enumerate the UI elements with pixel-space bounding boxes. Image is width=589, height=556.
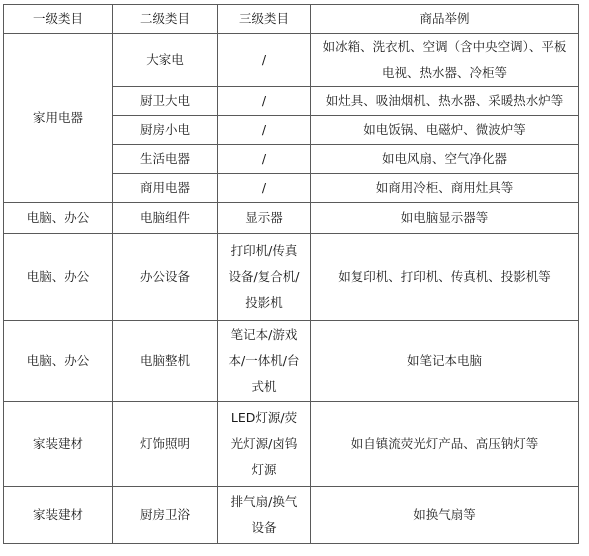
cell-examples: 如复印机、打印机、传真机、投影机等 <box>311 234 579 321</box>
cell-level1: 家用电器 <box>4 34 113 203</box>
cell-line: 笔记本/游戏 <box>230 327 298 342</box>
cell-examples: 如自镇流荧光灯产品、高压钠灯等 <box>311 402 579 487</box>
table-row <box>4 487 579 544</box>
cell-line: 光灯源/卤钨 <box>230 436 298 451</box>
cell-line: 打印机/传真 <box>230 243 298 258</box>
table-row <box>4 34 579 87</box>
category-table <box>3 4 579 544</box>
cell-level1: 家装建材 <box>4 487 113 544</box>
cell-level2: 办公设备 <box>113 234 218 321</box>
cell-level3: / <box>218 174 311 203</box>
cell-examples: 如笔记本电脑 <box>311 321 579 402</box>
cell-level2: 大家电 <box>113 34 218 87</box>
cell-line: 如冰箱、洗衣机、空调（含中央空调）、平板 <box>322 39 567 54</box>
cell-level1: 电脑、办公 <box>4 321 113 402</box>
cell-line: 设备 <box>251 520 277 535</box>
table-row <box>4 234 579 321</box>
cell-level3: / <box>218 116 311 145</box>
cell-level3: 显示器 <box>218 203 311 234</box>
cell-examples: 如电饭锅、电磁炉、微波炉等 <box>311 116 579 145</box>
table-row <box>4 321 579 402</box>
cell-line: 灯源 <box>251 462 277 477</box>
cell-level3 <box>218 402 311 487</box>
header-level1: 一级类目 <box>4 5 113 34</box>
cell-line: 排气扇/换气 <box>230 494 298 509</box>
table-row <box>4 402 579 487</box>
cell-examples <box>311 34 579 87</box>
cell-level3: / <box>218 87 311 116</box>
cell-examples: 如电风扇、空气净化器 <box>311 145 579 174</box>
cell-examples: 如换气扇等 <box>311 487 579 544</box>
cell-examples: 如商用冷柜、商用灶具等 <box>311 174 579 203</box>
cell-level1: 电脑、办公 <box>4 234 113 321</box>
cell-line: 设备/复合机/ <box>228 269 300 284</box>
cell-examples: 如电脑显示器等 <box>311 203 579 234</box>
cell-level2: 厨房卫浴 <box>113 487 218 544</box>
cell-level3: / <box>218 145 311 174</box>
cell-level3: / <box>218 34 311 87</box>
cell-line: 本/一体机/台 <box>228 353 300 368</box>
cell-examples: 如灶具、吸油烟机、热水器、采暖热水炉等 <box>311 87 579 116</box>
cell-line: LED灯源/荧 <box>230 410 298 425</box>
cell-level2: 电脑组件 <box>113 203 218 234</box>
cell-line: 电视、热水器、冷柜等 <box>381 65 507 80</box>
cell-line: 投影机 <box>245 295 283 310</box>
cell-level1: 家装建材 <box>4 402 113 487</box>
header-row <box>4 5 579 34</box>
table-row <box>4 203 579 234</box>
cell-level2: 商用电器 <box>113 174 218 203</box>
cell-level3 <box>218 234 311 321</box>
cell-line: 式机 <box>251 379 277 394</box>
header-examples: 商品举例 <box>311 5 579 34</box>
cell-level2: 灯饰照明 <box>113 402 218 487</box>
cell-level3 <box>218 321 311 402</box>
cell-level2: 厨卫大电 <box>113 87 218 116</box>
cell-level2: 电脑整机 <box>113 321 218 402</box>
cell-level3 <box>218 487 311 544</box>
cell-level2: 厨房小电 <box>113 116 218 145</box>
header-level3: 三级类目 <box>218 5 311 34</box>
cell-level2: 生活电器 <box>113 145 218 174</box>
header-level2: 二级类目 <box>113 5 218 34</box>
cell-level1: 电脑、办公 <box>4 203 113 234</box>
